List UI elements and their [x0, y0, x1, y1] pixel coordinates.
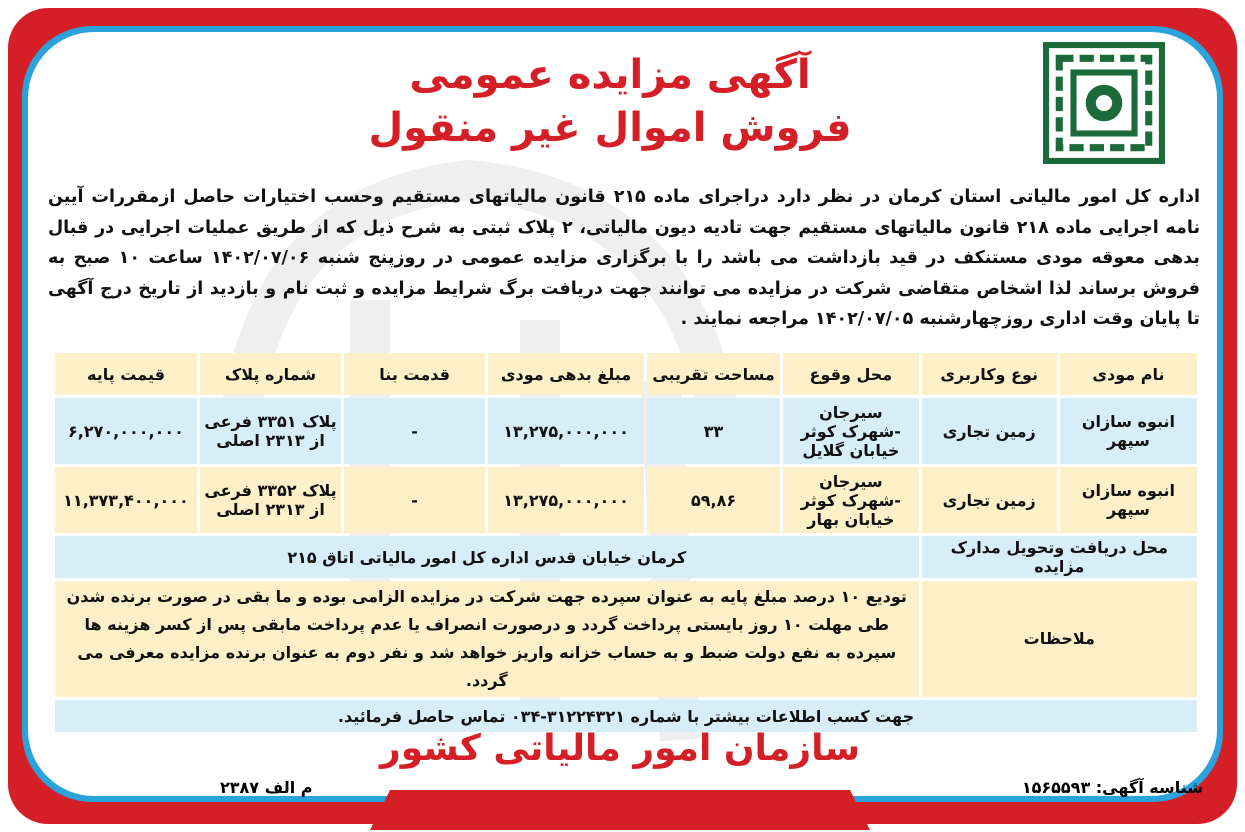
cell-name: انبوه سازان سپهر — [1060, 467, 1197, 533]
cell-base-price: ۱۱,۳۷۳,۴۰۰,۰۰۰ — [55, 467, 197, 533]
cell-location: سیرجان -شهرک کوثر خیابان گلایل — [783, 398, 918, 464]
cell-usage: زمین تجاری — [922, 398, 1057, 464]
bottom-red-tab — [370, 790, 870, 830]
header-plate: شماره پلاک — [200, 353, 341, 395]
cell-plate: پلاک ۳۳۵۲ فرعی از ۲۳۱۳ اصلی — [200, 467, 341, 533]
ad-id: شناسه آگهی: ۱۵۶۵۵۹۳ — [1021, 778, 1203, 797]
title-line-1: آگهی مزایده عمومی — [409, 52, 811, 98]
cell-base-price: ۶,۲۷۰,۰۰۰,۰۰۰ — [55, 398, 197, 464]
notes-row — [55, 581, 1197, 697]
header-name: نام مودی — [1060, 353, 1197, 395]
cell-location: سیرجان -شهرک کوثر خیابان بهار — [783, 467, 918, 533]
cell-area: ۵۹,۸۶ — [647, 467, 780, 533]
documents-value: کرمان خیابان قدس اداره کل امور مالیاتی اتاق ۲۱۵ — [55, 536, 919, 578]
cell-plate: پلاک ۳۳۵۱ فرعی از ۲۳۱۳ اصلی — [200, 398, 341, 464]
table-row — [55, 398, 1197, 464]
organization-name: سازمان امور مالیاتی کشور — [379, 728, 861, 769]
cell-area: ۳۳ — [647, 398, 780, 464]
contact-text: جهت کسب اطلاعات بیشتر با شماره ۳۱۲۲۴۳۲۱-۰۳۴ تماس حاصل فرمائید. — [55, 700, 1197, 732]
cell-name: انبوه سازان سپهر — [1060, 398, 1197, 464]
documents-label: محل دریافت وتحویل مدارک مزایده — [922, 536, 1197, 578]
cell-debt: ۱۳,۲۷۵,۰۰۰,۰۰۰ — [488, 467, 644, 533]
header-debt: مبلغ بدهی مودی — [488, 353, 644, 395]
auction-table — [52, 350, 1200, 735]
header-area: مساحت تقریبی — [647, 353, 780, 395]
notes-label: ملاحظات — [922, 581, 1197, 697]
intro-paragraph: اداره کل امور مالیاتی استان کرمان در نظر دارد دراجرای ماده ۲۱۵ قانون مالیاتهای مستقیم وحسب اختیارات حاصل ازمقررات آیین نامه اجرایی ماده ۲۱۸ قانون مالیاتهای مستقیم جهت تادیه دیون مالیاتی، ۲ پلاک ثبتی به شرح ذیل که از طریق عملیات اجرایی در قبال بدهی معوقه مودی مستنکف در قید بازداشت می باشد را با برگزاری مزایده عمومی در روزپنج شنبه ۱۴۰۲/۰۷/۰۶ ساعت ۱۰ صبح به فروش برساند لذا اشخاص متقاضی شرکت در مزایده می توانند جهت دریافت برگ شرایط مزایده و ثبت نام و بازدید از تاریخ درج آگهی تا پایان وقت اداری روزچهارشنبه ۱۴۰۲/۰۷/۰۵ مراجعه نمایند . — [48, 187, 1201, 329]
table-header-row — [55, 353, 1197, 395]
header-base-price: قیمت پایه — [55, 353, 197, 395]
notes-value: تودیع ۱۰ درصد مبلغ پایه به عنوان سپرده جهت شرکت در مزایده الزامی بوده و ما بقی در صورت برنده شدن طی مهلت ۱۰ روز بایستی پرداخت گردد و درصورت انصراف یا عدم پرداخت مابقی پس از کسر هزینه ها سپرده به نفع دولت ضبط و به حساب خزانه واریز خواهد شد و نفر دوم به عنوان برنده مزایده معرفی می گردد. — [55, 581, 919, 697]
header-usage: نوع وکاربری — [922, 353, 1057, 395]
cell-building-age: - — [344, 467, 485, 533]
title-line-2: فروش اموال غیر منقول — [368, 105, 852, 151]
table-row — [55, 467, 1197, 533]
ad-code: م الف ۲۳۸۷ — [220, 778, 313, 797]
header-location: محل وقوع — [783, 353, 918, 395]
cell-building-age: - — [344, 398, 485, 464]
documents-row — [55, 536, 1197, 578]
header-building-age: قدمت بنا — [344, 353, 485, 395]
tax-organization-logo-icon — [1043, 42, 1165, 164]
cell-debt: ۱۳,۲۷۵,۰۰۰,۰۰۰ — [488, 398, 644, 464]
cell-usage: زمین تجاری — [922, 467, 1057, 533]
